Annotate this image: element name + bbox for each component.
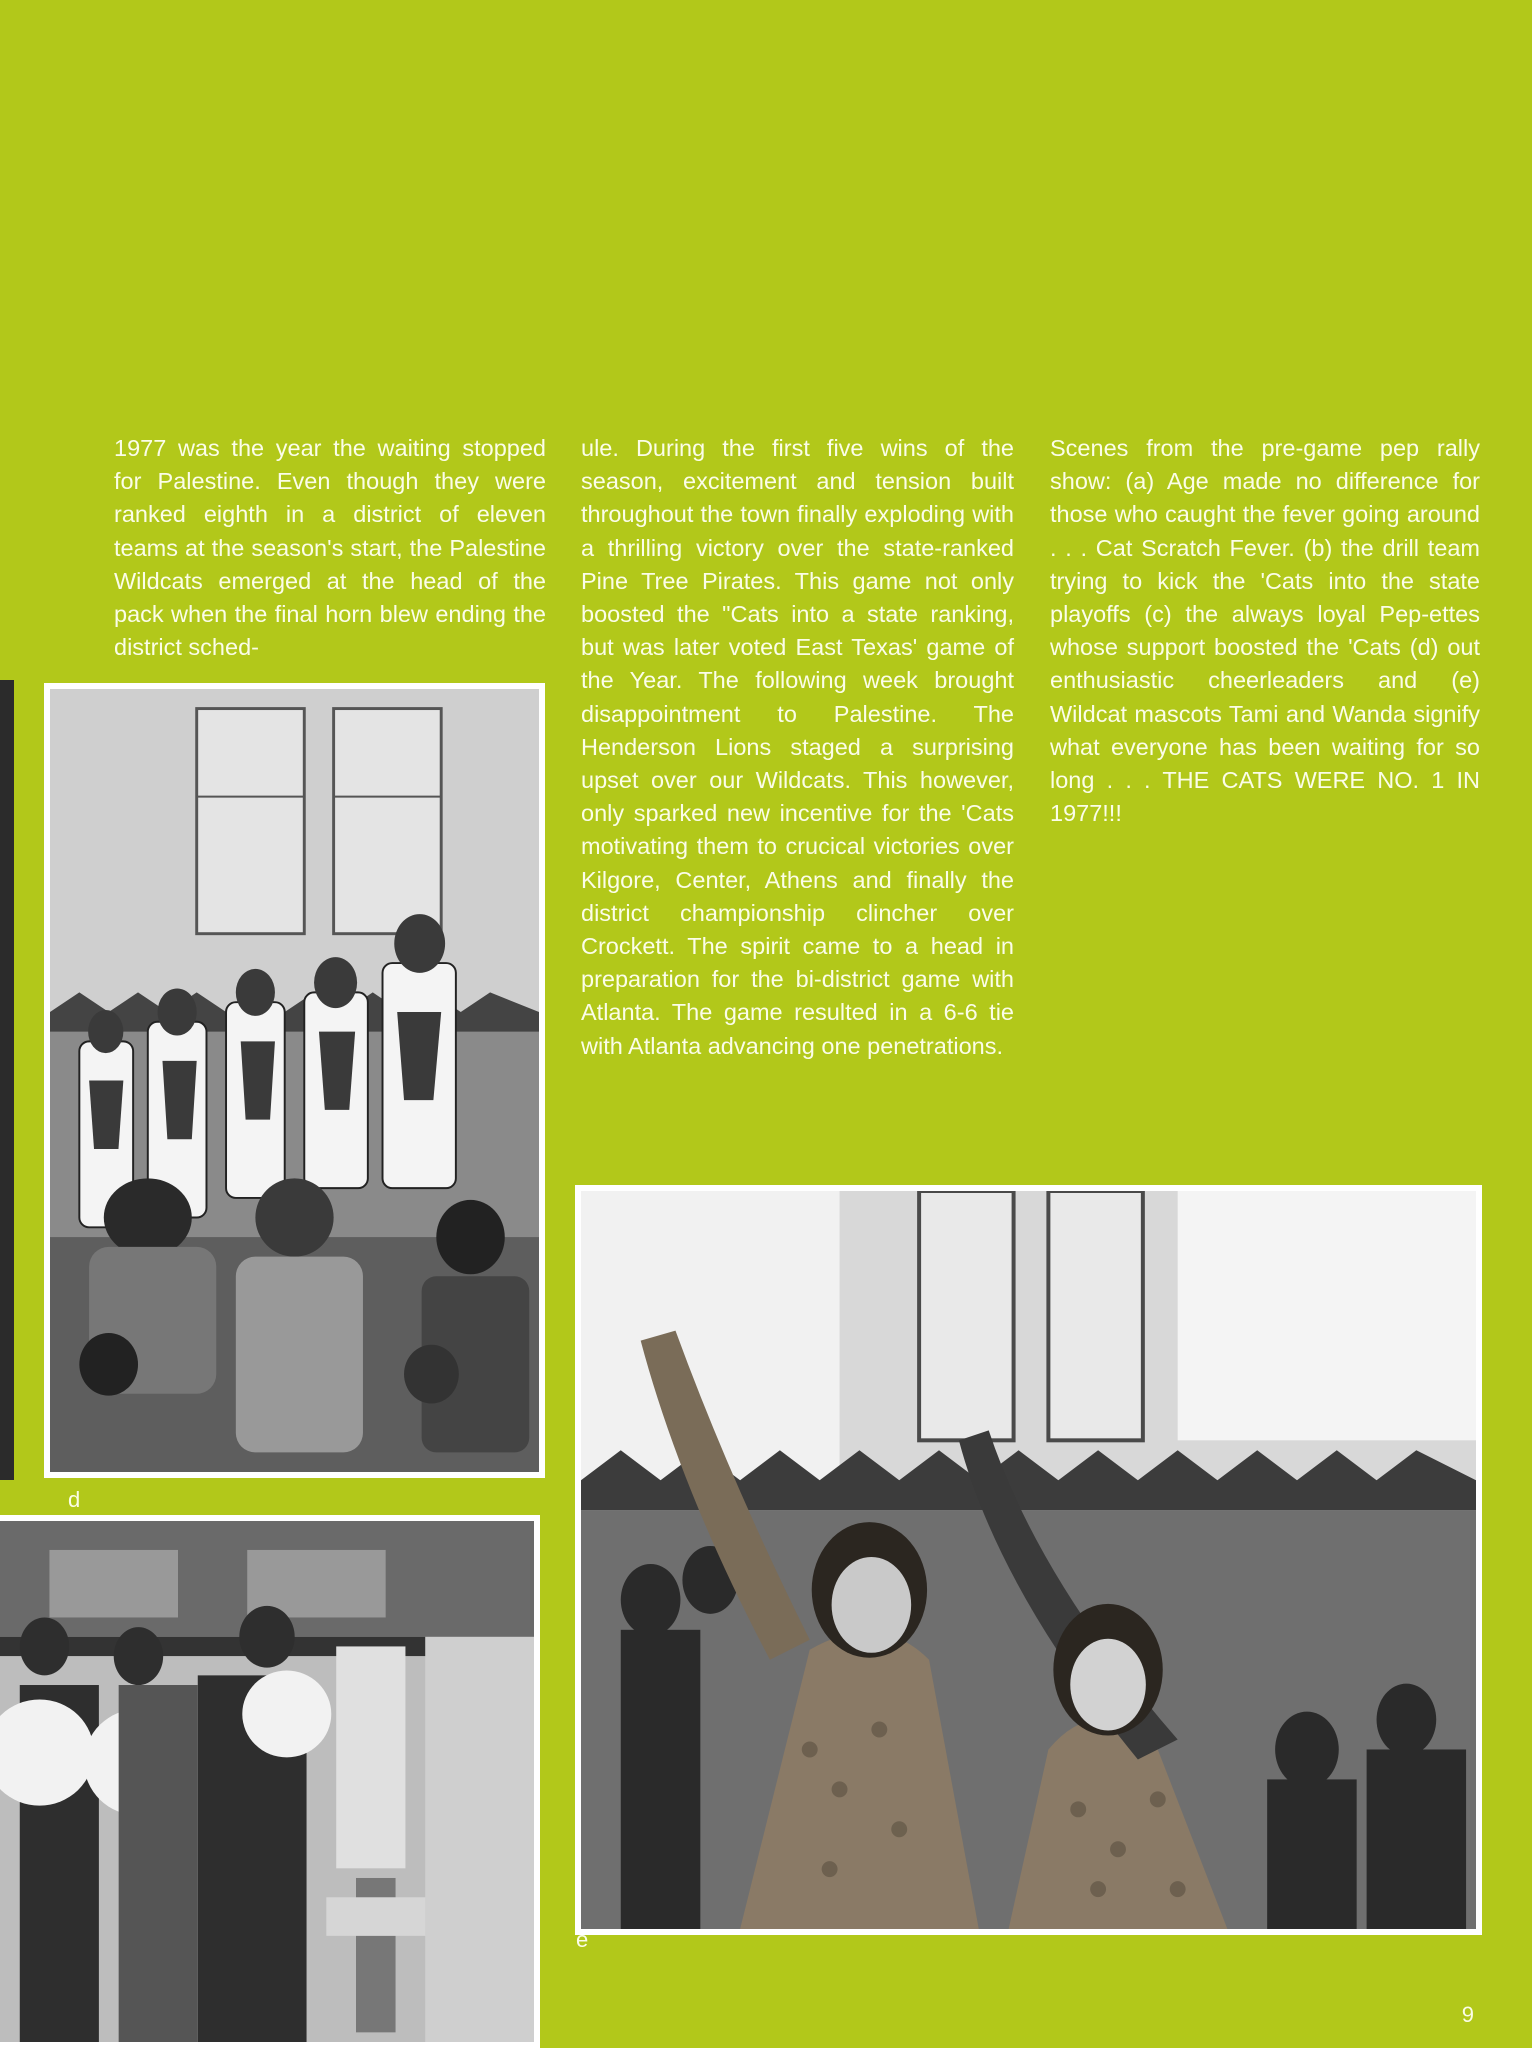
column-3-text: Scenes from the pre-game pep rally show: (a) Age made no difference for those who caught the fever going around . . . Cat Scratch Fever. (b) the drill team trying to kick the 'Cats into the state playoffs (c) the always loyal Pep-ettes whose support boosted the 'Cats (d) out enthusiastic cheerleaders and (e) Wildcat mascots Tami and Wanda signify what everyone has been waiting for so long . . . THE CATS WERE NO. 1 IN 1977!!!	[1050, 435, 1480, 827]
adjacent-photo-edge	[0, 680, 14, 1480]
page-number: 9	[1461, 2002, 1474, 2027]
text-column-1	[114, 432, 546, 664]
column-1-text: 1977 was the year the waiting stopped for Palestine. Even though they were ranked eighth in a district of eleven teams at the season's start, the Palestine Wildcats emerged at the head of the pack when the final horn blew ending the district sched-	[114, 435, 546, 661]
caption-e: e	[576, 1927, 589, 1952]
pep-ettes-photo	[0, 1515, 540, 2048]
caption-d: d	[68, 1487, 81, 1512]
text-column-2	[581, 432, 1014, 1063]
text-column-3	[1050, 432, 1480, 830]
column-2-text: ule. During the first five wins of the season, excitement and tension built throughout the town finally exploding with a thrilling victory over the state-ranked Pine Tree Pirates. This game not only boosted the "Cats into a state ranking, but was later voted East Texas' game of the Year. The following week brought disappointment to Palestine. The Henderson Lions staged a surprising upset over our Wildcats. This however, only sparked new incentive for the 'Cats motivating them to crucical victories over Kilgore, Center, Athens and finally the district championship clincher over Crockett. The spirit came to a head in preparation for the bi-district game with Atlanta. The game resulted in a 6-6 tie with Atlanta advancing one penetrations.	[581, 435, 1014, 1059]
cheerleaders-image	[50, 689, 539, 1472]
mascots-image	[581, 1191, 1476, 1929]
mascots-photo	[575, 1185, 1482, 1935]
pep-ettes-image	[0, 1521, 534, 2042]
cheerleaders-photo	[44, 683, 545, 1478]
